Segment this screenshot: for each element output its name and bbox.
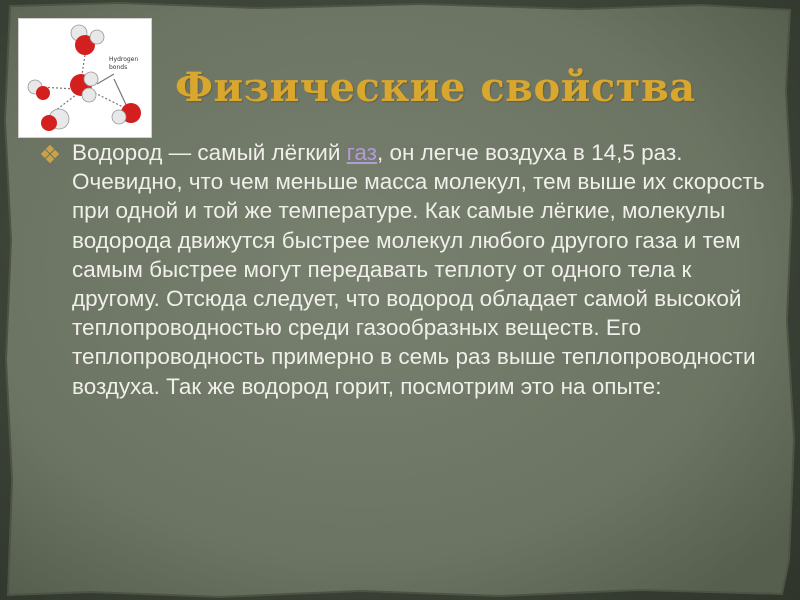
diamond-bullet-icon (40, 144, 60, 164)
gas-link[interactable]: газ (346, 140, 377, 165)
slide-title: Физические свойства (175, 64, 696, 111)
image-label-1: Hydrogen (109, 56, 139, 63)
image-label-2: bonds (109, 64, 128, 71)
paragraph-text-rest: , он легче воздуха в 14,5 раз. Очевидно, что чем меньше масса молекул, тем выше их скорость при одной и той же температуре. Как самые лёгкие, молекулы водорода движутся быстрее молекул любого другого газа и тем самым быстрее могут передавать теплоту от одного тела к другому. Отсюда следует, что водород обладает самой высокой теплопроводностью среди газообразных веществ. Его теплопроводность примерно в семь раз выше теплопроводности воздуха. Так же водород горит, посмотрим это на опыте: (72, 140, 765, 399)
body-paragraph (72, 138, 782, 401)
paragraph-text-start: Водород — самый лёгкий (72, 140, 347, 165)
molecule-image (18, 18, 152, 138)
